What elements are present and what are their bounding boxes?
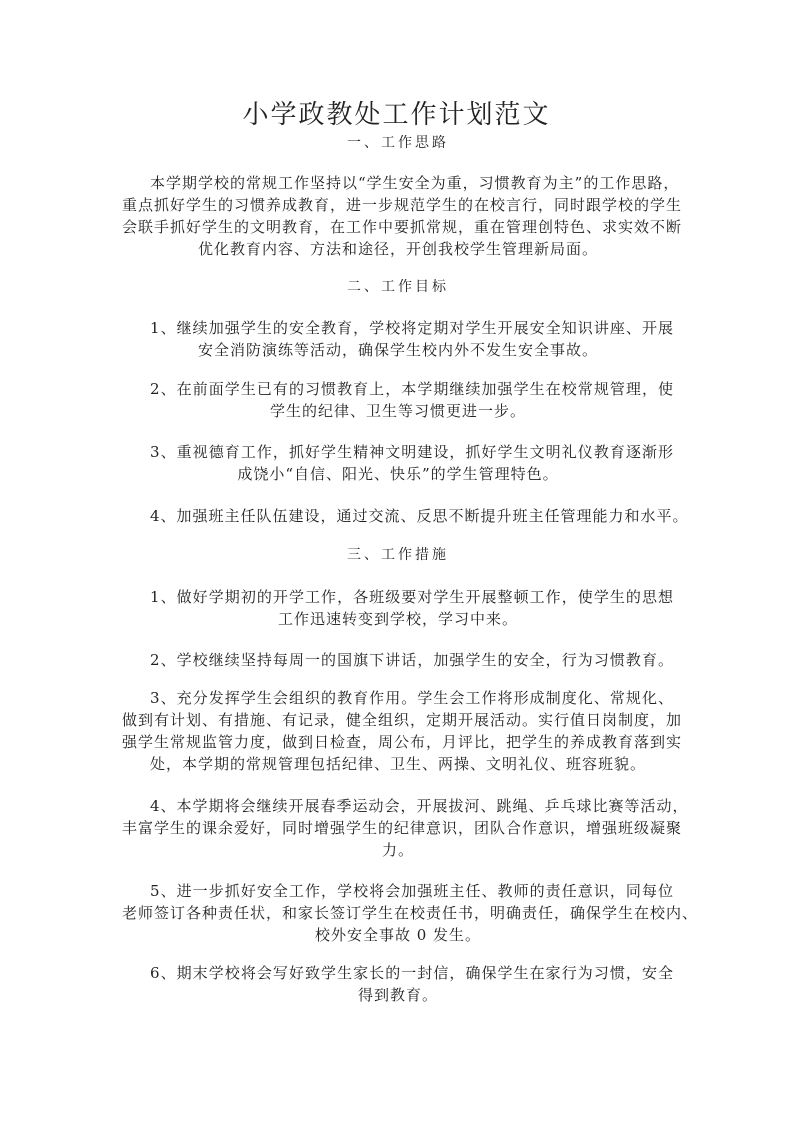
- line: 老师签订各种责任状，和家长签订学生在校责任书，明确责任，确保学生在校内、: [122, 904, 699, 922]
- line: 校外安全事故 0 发生。: [314, 926, 482, 944]
- line: 4、本学期将会继续开展春季运动会，开展拔河、跳绳、乒乓球比赛等活动，: [150, 797, 689, 815]
- document-title: 小学政教处工作计划范文: [242, 100, 551, 130]
- line: 做到有计划、有措施、有记录，健全组织，定期开展活动。实行值日岗制度，加: [122, 711, 683, 729]
- line: 优化教育内容、方法和途径，开创我校学生管理新局面。: [197, 240, 598, 258]
- line: 得到教育。: [357, 986, 438, 1004]
- paragraph: [122, 505, 689, 527]
- paragraph: [122, 317, 674, 361]
- line: 工作迅速转变到学校，学习中来。: [277, 610, 518, 628]
- section-heading: [122, 132, 674, 154]
- section-heading: [122, 276, 674, 298]
- paragraph: [122, 378, 674, 422]
- line: 成饶小“自信、阳光、快乐”的学生管理特色。: [237, 465, 559, 483]
- paragraph: [122, 649, 674, 671]
- line: 本学期学校的常规工作坚持以“学生安全为重，习惯教育为主”的工作思路，: [150, 174, 680, 192]
- line: 1、继续加强学生的安全教育，学校将定期对学生开展安全知识讲座、开展: [150, 319, 674, 337]
- line: 力。: [381, 841, 414, 859]
- line: 会联手抓好学生的文明教育，在工作中要抓常规，重在管理创特色、求实效不断: [122, 218, 683, 236]
- paragraph: [122, 172, 683, 260]
- line: 强学生常规监管力度，做到日检查，周公布，月评比，把学生的养成教育落到实: [122, 733, 683, 751]
- line: 重点抓好学生的习惯养成教育，进一步规范学生的在校言行，同时跟学校的学生: [122, 196, 683, 214]
- line: 3、充分发挥学生会组织的教育作用。学生会工作将形成制度化、常规化、: [150, 689, 674, 707]
- line: 6、期末学校将会写好致学生家长的一封信，确保学生在家行为习惯，安全: [150, 964, 674, 982]
- heading-text: 三、工作措施: [347, 547, 449, 563]
- line: 2、学校继续坚持每周一的国旗下讲话，加强学生的安全，行为习惯教育。: [150, 651, 674, 669]
- heading-text: 一、工作思路: [347, 135, 449, 151]
- paragraph: [122, 962, 674, 1006]
- line: 3、重视德育工作，抓好学生精神文明建设，抓好学生文明礼仪教育逐渐形: [150, 443, 674, 461]
- paragraph: [122, 441, 674, 485]
- paragraph: [122, 586, 674, 630]
- line: 安全消防演练等活动，确保学生校内外不发生安全事故。: [197, 341, 598, 359]
- line: 4、加强班主任队伍建设，通过交流、反思不断提升班主任管理能力和水平。: [150, 507, 689, 525]
- line: 处，本学期的常规管理包括纪律、卫生、两操、文明礼仪、班容班貌。: [149, 755, 646, 773]
- line: 丰富学生的课余爱好，同时增强学生的纪律意识，团队合作意识，增强班级凝聚: [122, 819, 683, 837]
- line: 1、做好学期初的开学工作，各班级要对学生开展整顿工作，使学生的思想: [150, 588, 674, 606]
- heading-text: 二、工作目标: [347, 279, 449, 295]
- paragraph: [122, 795, 689, 861]
- line: 学生的纪律、卫生等习惯更进一步。: [269, 402, 526, 420]
- paragraph: [122, 687, 683, 775]
- section-heading: [122, 544, 674, 566]
- paragraph: [122, 880, 699, 946]
- line: 5、进一步抓好安全工作，学校将会加强班主任、教师的责任意识，同每位: [150, 882, 674, 900]
- line: 2、在前面学生已有的习惯教育上，本学期继续加强学生在校常规管理，使: [150, 380, 674, 398]
